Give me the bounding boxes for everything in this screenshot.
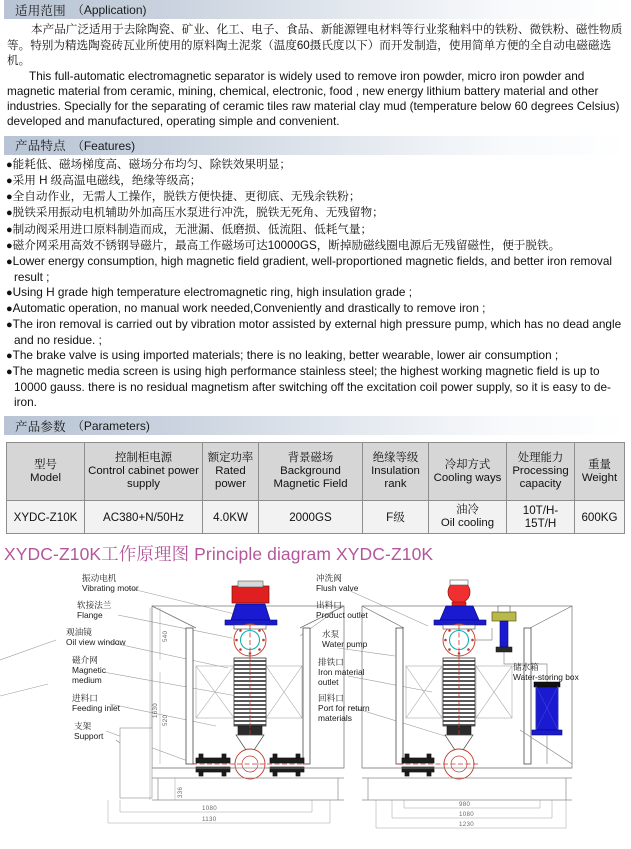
column-header-en: Background Magnetic Field bbox=[273, 465, 348, 491]
feature-text: 采用 H 级高温电磁线，绝缘等级高； bbox=[12, 173, 202, 187]
water-storing-tank bbox=[532, 682, 562, 764]
feature-item bbox=[6, 301, 624, 317]
label-cn: 储水箱 bbox=[513, 662, 539, 673]
feature-text: 全自动作业，无需人工操作，脱铁方便快捷、更彻底、无残余铁粉； bbox=[12, 190, 361, 204]
label-cn: 出料口 bbox=[316, 600, 342, 611]
feature-item bbox=[6, 254, 624, 285]
feature-item bbox=[6, 173, 624, 189]
bullet-icon: ● bbox=[6, 191, 13, 204]
parameters-table-wrapper bbox=[0, 435, 631, 534]
label-en: Water-storing box bbox=[513, 672, 579, 683]
diagram-label-return-port bbox=[318, 694, 388, 723]
feature-text: 磁介网采用高效不锈钢导磁片，最高工作磁场可达10000GS，断掉励磁线圈电源后无残留磁性，便于脱铁。 bbox=[12, 239, 561, 253]
column-header-weight bbox=[575, 443, 625, 501]
diagram-label-product-outlet bbox=[316, 601, 368, 620]
cell-cooling-en: Oil cooling bbox=[440, 517, 495, 530]
column-header-cn: 额定功率 bbox=[207, 452, 254, 465]
features-list bbox=[0, 155, 631, 410]
label-en: Water pump bbox=[322, 639, 368, 650]
principle-diagram bbox=[0, 568, 631, 838]
column-header-en: Rated power bbox=[214, 465, 247, 491]
bullet-icon: ● bbox=[6, 207, 13, 220]
column-header-model bbox=[7, 443, 85, 501]
column-header-cn: 冷却方式 bbox=[444, 458, 491, 471]
diagram-label-support bbox=[74, 722, 103, 741]
dimension-1130: 1130 bbox=[202, 816, 217, 824]
bullet-icon: ● bbox=[6, 256, 13, 269]
flush-valve bbox=[492, 606, 516, 652]
column-header-en: Weight bbox=[581, 471, 618, 484]
column-header-en: Processing capacity bbox=[512, 465, 569, 491]
dimension-1630: 1630 bbox=[152, 703, 159, 719]
column-header-magnetic-field bbox=[259, 443, 363, 501]
section-title-parameters-cn: 产品参数 bbox=[15, 419, 66, 434]
label-cn: 支架 bbox=[74, 721, 92, 732]
cell-model: XYDC-Z10K bbox=[7, 501, 85, 534]
label-cn: 回料口 bbox=[318, 693, 344, 704]
section-header-application bbox=[4, 0, 627, 19]
label-en: Magnetic medium bbox=[72, 665, 106, 685]
column-header-en: Cooling ways bbox=[433, 471, 502, 484]
bullet-icon: ● bbox=[6, 287, 13, 300]
bullet-icon: ● bbox=[6, 365, 13, 378]
bullet-icon: ● bbox=[6, 240, 13, 253]
section-title-features-en: （Features) bbox=[71, 138, 136, 153]
label-en: Oil view window bbox=[66, 637, 126, 648]
dimension-336: 336 bbox=[177, 787, 184, 799]
table-header-row bbox=[7, 443, 625, 501]
feature-text: The magnetic media screen is using high performance stainless steel; the highest working magnetic field is up to 10000 gauss. there is no residual magnetism after switching off the excitation coil power supply, so it is easy to de-iron. bbox=[12, 363, 611, 409]
label-cn: 磁介网 bbox=[72, 655, 98, 666]
section-title-application-cn: 适用范围 bbox=[15, 3, 66, 18]
section-header-features bbox=[4, 136, 627, 155]
label-cn: 冲洗阀 bbox=[316, 573, 342, 584]
label-en: Vibrating motor bbox=[82, 583, 139, 594]
label-cn: 观油镜 bbox=[66, 627, 92, 638]
column-header-power-supply bbox=[85, 443, 203, 501]
application-paragraph-en: This full-automatic electromagnetic separator is widely used to remove iron powder, micro iron powder and magnetic material from ceramic, mining, chemical, electronic, food , new energy lithium battery material and other industries. Specially for the separating of ceramic tiles raw material clay mud (temperature below 60 degrees Celsius) developed and manufactured, operating simple and convenient. bbox=[7, 68, 620, 129]
column-header-cn: 控制柜电源 bbox=[115, 452, 172, 465]
section-title-parameters-en: （Parameters) bbox=[71, 419, 150, 434]
feature-item bbox=[6, 189, 624, 205]
label-en: Support bbox=[74, 731, 104, 742]
right-machine bbox=[362, 580, 572, 800]
feature-item bbox=[6, 317, 624, 348]
parameters-table bbox=[6, 442, 625, 534]
table-row bbox=[7, 501, 625, 534]
diagram-label-vibrating-motor bbox=[82, 574, 139, 593]
bullet-icon: ● bbox=[6, 223, 13, 236]
feature-item bbox=[6, 205, 624, 221]
column-header-capacity bbox=[507, 443, 575, 501]
column-header-cn: 重量 bbox=[588, 458, 611, 471]
feature-text: Using H grade high temperature electromagnetic ring, high insulation grade ; bbox=[12, 285, 413, 300]
diagram-label-water-storing-box bbox=[513, 663, 579, 682]
feature-item bbox=[6, 364, 624, 410]
diagram-label-flange bbox=[77, 601, 111, 620]
label-cn: 水泵 bbox=[322, 629, 340, 640]
diagram-label-oil-view-window bbox=[66, 628, 126, 647]
section-header-parameters bbox=[4, 416, 627, 435]
column-header-en: Insulation rank bbox=[371, 465, 420, 491]
label-en: Product outlet bbox=[316, 610, 368, 621]
label-en: Flush valve bbox=[316, 583, 359, 594]
dimension-980: 980 bbox=[459, 801, 471, 809]
diagram-label-flush-valve bbox=[316, 574, 358, 593]
feature-text: 能耗低、磁场梯度高、磁场分布均匀、除铁效果明显； bbox=[12, 157, 291, 171]
feature-item bbox=[6, 157, 624, 173]
column-header-en: Model bbox=[29, 471, 62, 484]
dimension-1080-right: 1080 bbox=[459, 811, 474, 819]
cell-cooling-cn: 油冷 bbox=[456, 504, 479, 517]
bullet-icon: ● bbox=[6, 319, 13, 331]
dimension-520: 520 bbox=[162, 715, 169, 727]
column-header-cn: 背景磁场 bbox=[287, 452, 334, 465]
soft-flange bbox=[231, 604, 270, 620]
bullet-icon: ● bbox=[6, 158, 13, 171]
diagram-label-water-pump bbox=[322, 630, 367, 649]
vibrating-motor-body bbox=[232, 586, 269, 603]
column-header-rated-power bbox=[203, 443, 259, 501]
column-header-insulation bbox=[363, 443, 429, 501]
cell-cooling bbox=[429, 501, 507, 534]
bullet-icon: ● bbox=[6, 174, 13, 187]
column-header-en: Control cabinet power supply bbox=[88, 465, 199, 491]
diagram-title: XYDC-Z10K工作原理图 Principle diagram XYDC-Z10K bbox=[4, 544, 434, 565]
feature-item bbox=[6, 285, 624, 301]
column-header-cn: 处理能力 bbox=[517, 452, 564, 465]
cell-weight: 600KG bbox=[575, 501, 625, 534]
label-cn: 排铁口 bbox=[318, 657, 344, 668]
dimension-1080-left: 1080 bbox=[202, 805, 217, 813]
application-body bbox=[0, 19, 631, 130]
cell-magnetic-field: 2000GS bbox=[259, 501, 363, 534]
label-en: Port for return materials bbox=[318, 703, 370, 723]
dimension-1230: 1230 bbox=[459, 821, 474, 829]
feature-text: The iron removal is carried out by vibration motor assisted by external high pressure pump, which has no dead angle and no residue. ; bbox=[12, 317, 622, 347]
feature-text: Automatic operation, no manual work needed,Conveniently and drastically to remove iron ; bbox=[12, 301, 486, 316]
cell-power-supply: AC380+N/50Hz bbox=[85, 501, 203, 534]
feature-item bbox=[6, 238, 624, 254]
application-paragraph-cn: 本产品广泛适用于去除陶瓷、矿业、化工、电子、食品、新能源锂电材料等行业浆釉料中的铁粉、微铁粉、磁性物质等。特别为精选陶瓷砖瓦业所使用的原料陶土泥浆（温度60摄氏度以下）而开发制造，使用简单方便的全自动电磁磁选机。 bbox=[7, 23, 623, 68]
column-header-cn: 绝缘等级 bbox=[372, 452, 419, 465]
column-header-cn: 型号 bbox=[34, 458, 57, 471]
label-en: Flange bbox=[77, 610, 103, 621]
diagram-label-magnetic-medium bbox=[72, 656, 130, 685]
diagram-label-feeding-inlet bbox=[72, 694, 120, 713]
bullet-icon: ● bbox=[6, 349, 13, 362]
feature-text: The brake valve is using imported materials; there is no leaking, better wearable, lower air consumption ; bbox=[12, 347, 559, 362]
diagram-label-iron-material-outlet bbox=[318, 658, 382, 687]
feature-text: Lower energy consumption, high magnetic field gradient, well-proportioned magnetic fields, and better iron removal result ; bbox=[12, 254, 613, 285]
section-title-application-en: （Application) bbox=[71, 3, 147, 17]
dimension-540: 540 bbox=[162, 631, 169, 643]
bullet-icon: ● bbox=[6, 303, 13, 316]
feature-text: 制动阀采用进口原料制造而成，无泄漏、低磨损、低流阻、低耗气量； bbox=[12, 222, 373, 236]
feature-item bbox=[6, 348, 624, 364]
cell-insulation: F级 bbox=[363, 501, 429, 534]
label-en: Feeding inlet bbox=[72, 703, 120, 714]
label-cn: 振动电机 bbox=[82, 573, 117, 584]
label-cn: 软接法兰 bbox=[77, 600, 112, 611]
feature-text: 脱铁采用振动电机辅助外加高压水泵进行冲洗，脱铁无死角、无残留物； bbox=[12, 206, 384, 220]
cell-capacity: 10T/H-15T/H bbox=[507, 501, 575, 534]
cell-rated-power: 4.0KW bbox=[203, 501, 259, 534]
section-title-features-cn: 产品特点 bbox=[15, 139, 66, 154]
feature-item bbox=[6, 222, 624, 238]
column-header-cooling bbox=[429, 443, 507, 501]
label-en: Iron material outlet bbox=[318, 667, 365, 687]
label-cn: 进料口 bbox=[72, 693, 98, 704]
